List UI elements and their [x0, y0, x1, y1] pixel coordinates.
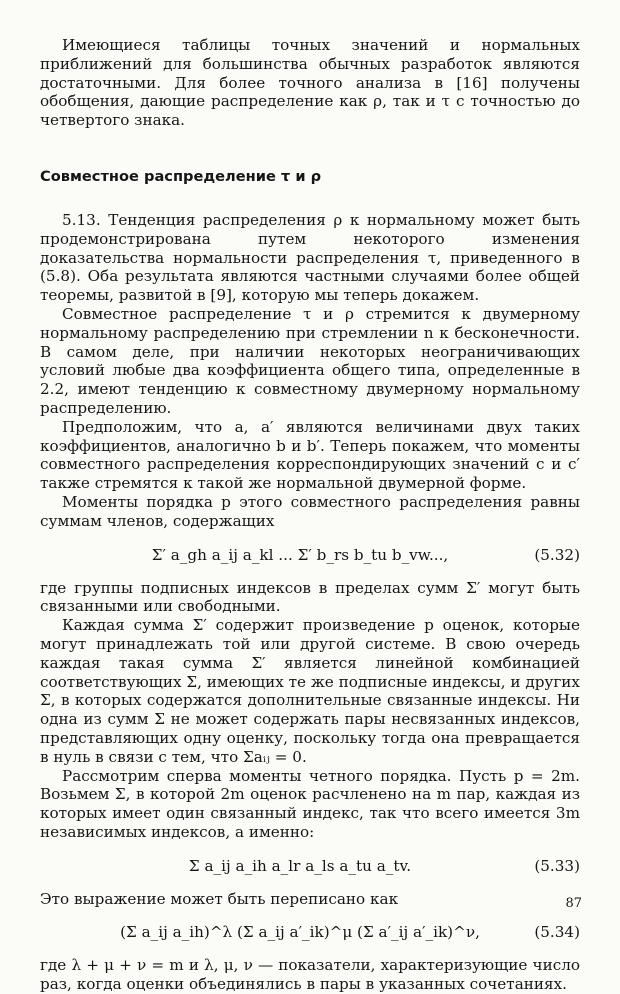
paragraph-each: Каждая сумма Σ′ содержит произведение p оценок, которые могут принадлежать той или другой системе. В свою очередь каждая такая сумма Σ′ является линейной комбинацией соответствующих Σ, имеющих те же подписные индексы, и других Σ, в которых содержатся дополнительные связанные индексы. Ни одна из сумм Σ не может содержать пары несвязанных индексов, представляющих одну оценку, поскольку тогда она превращается в нуль в связи с тем, что Σaᵢⱼ = 0.	[40, 616, 580, 766]
equation-expr: Σ′ a_gh a_ij a_kl ... Σ′ b_rs b_tu b_vw...,	[151, 545, 449, 564]
paragraph-consider: Рассмотрим сперва моменты четного порядка. Пусть p = 2m. Возьмем Σ, в которой 2m оценок расчленено на m пар, каждая из которых имеет один связанный индекс, так что всего имеется 3m независимых индексов, а именно:	[40, 766, 580, 841]
paragraph-joint: Совместное распределение τ и ρ стремится к двумерному нормальному распределению при стремлении n к бесконечности. В самом деле, при наличии некоторых неограничивающих условий любые два коэффициента общего типа, определенные в 2.2, имеют тенденцию к совместному двумерному нормальному распределению.	[40, 304, 580, 417]
equation-number: (5.34)	[534, 923, 580, 942]
paragraph-assume: Предположим, что a, a′ являются величинами двух таких коэффициентов, аналогично b и b′. Теперь покажем, что моменты совместного распределения корреспондирующих значений c и c′ также стремятся к такой же нормальной двумерной форме.	[40, 417, 580, 493]
equation-5-33	[40, 854, 580, 878]
equation-number: (5.32)	[534, 545, 580, 564]
intro-paragraph: Имеющиеся таблицы точных значений и нормальных приближений для большинства обычных разработок являются достаточными. Для более точного анализа в [16] получены обобщения, дающие распределение как ρ, так и τ с точностью до четвертого знака.	[40, 36, 580, 130]
paragraph-moments: Моменты порядка p этого совместного распределения равны суммам членов, содержащих	[40, 492, 580, 530]
paragraph-rewrite: Это выражение может быть переписано как	[40, 889, 399, 908]
paragraph-where: где группы подписных индексов в пределах сумм Σ′ могут быть связанными или свободными.	[40, 578, 580, 616]
paragraph-lambda: где λ + μ + ν = m и λ, μ, ν — показатели, характеризующие число раз, когда оценки объединялись в пары в указанных сочетаниях.	[40, 956, 580, 994]
equation-5-32	[40, 543, 580, 567]
paragraph-5-13: 5.13. Тенденция распределения ρ к нормальному может быть продемонстрирована путем некоторого изменения доказательства нормальности распределения τ, приведенного в (5.8). Оба результата являются частными случаями более общей теоремы, развитой в [9], которую мы теперь докажем.	[40, 210, 580, 305]
section-heading: Совместное распределение τ и ρ	[40, 167, 322, 185]
equation-number: (5.33)	[534, 856, 580, 875]
equation-expr: (Σ a_ij a_ih)^λ (Σ a_ij a′_ik)^μ (Σ a′_ij a′_ik)^ν,	[120, 923, 480, 942]
page-number: 87	[565, 896, 582, 911]
equation-expr: Σ a_ij a_ih a_lr a_ls a_tu a_tv.	[188, 856, 412, 875]
